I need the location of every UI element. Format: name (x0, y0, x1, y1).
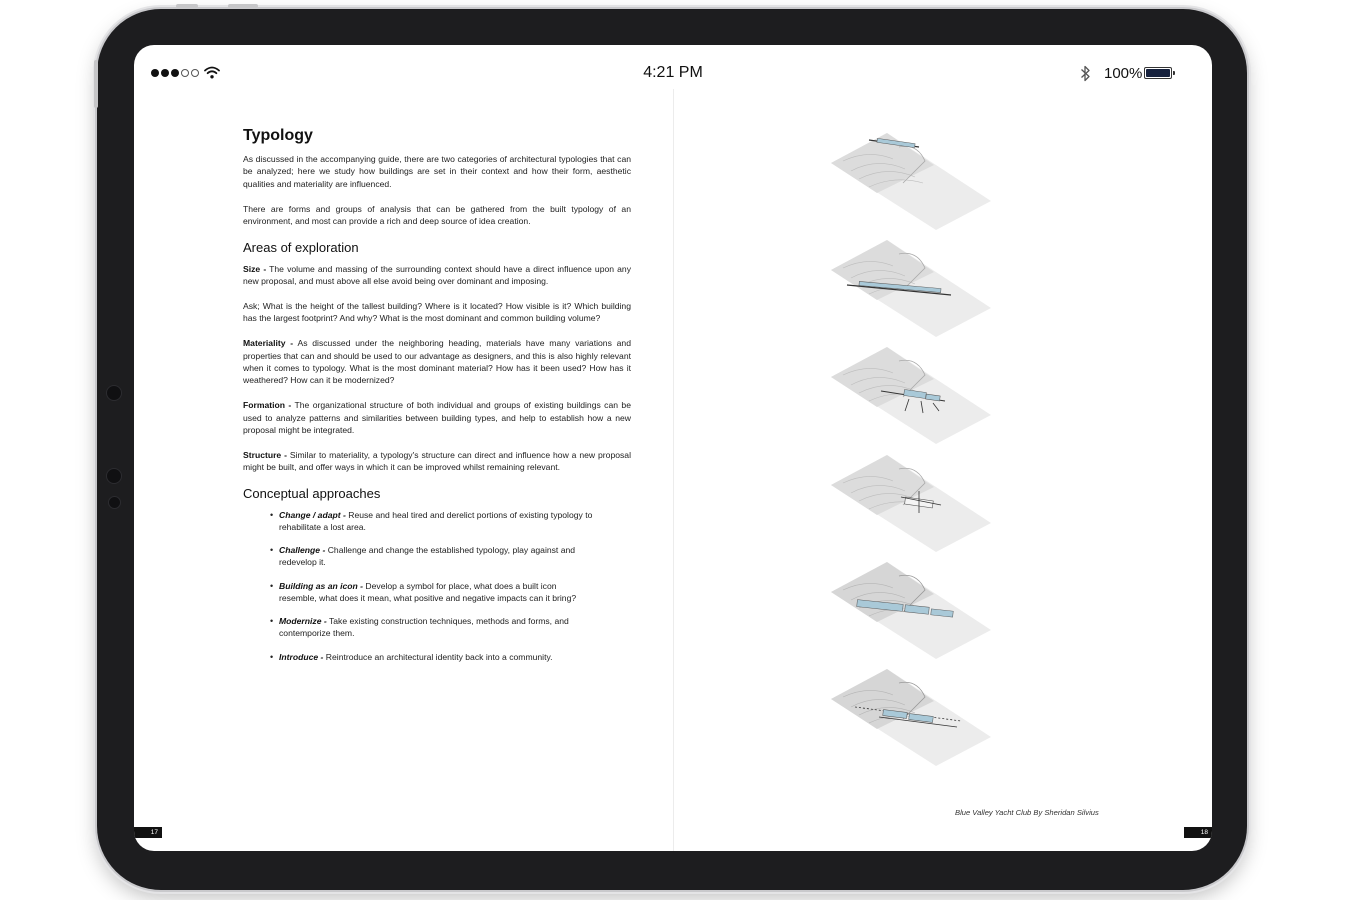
left-page (243, 127, 631, 674)
battery-icon (1144, 67, 1172, 79)
camera-lens-3 (108, 496, 121, 509)
size-label: Size - (243, 263, 267, 274)
top-button-2[interactable] (228, 4, 258, 8)
approaches-heading: Conceptual approaches (243, 485, 381, 501)
page-spine (673, 89, 674, 851)
image-caption: Blue Valley Yacht Club By Sheridan Silvius (955, 808, 1099, 817)
intro-paragraph-2: There are forms and groups of analysis that can be gathered from the built typology of an environment, and most can provide a rich and deep source of idea creation. (243, 203, 631, 227)
list-item (270, 544, 595, 568)
terrain-diagram-4 (829, 455, 992, 553)
bluetooth-icon (1080, 65, 1091, 82)
page-title: Typology (243, 127, 313, 144)
materiality-text: As discussed under the neighboring heading, materials have many variations and properties that can and should be used to our advantage as designers, and this is also highly relevant when it comes to typology. What is the most dominant material? How has it been used? How has it weathered? How can it be modernized? (243, 338, 631, 386)
approach-label: Introduce - (279, 651, 324, 662)
approach-label: Challenge - (279, 545, 326, 556)
approach-label: Modernize - (279, 616, 327, 627)
status-time: 4:21 PM (643, 64, 703, 81)
formation-paragraph (243, 399, 631, 436)
size-text: The volume and massing of the surrounding context should have a direct influence upon any new proposal, and must above all else avoid being over dominant and imposing. (243, 263, 632, 287)
materiality-paragraph (243, 337, 631, 387)
camera-lens-2 (106, 468, 122, 484)
ask-paragraph: Ask; What is the height of the tallest building? Where is it located? How visible is it? Which building has the largest footprint? And why? What is the most dominant and common building volume? (243, 301, 631, 324)
terrain-diagram-1 (829, 133, 992, 231)
formation-text: The organizational structure of both individual and groups of existing buildings can be used to analyze patterns and similarities between building types, and help to establish how a new proposal might be integrated. (243, 400, 631, 436)
structure-paragraph (243, 449, 631, 474)
areas-heading: Areas of exploration (243, 239, 359, 255)
page-number-right: 18 (1184, 827, 1212, 838)
approach-text: Reuse and heal tired and derelict portions of existing typology to rehabilitate a lost area. (279, 509, 593, 532)
structure-label: Structure - (243, 449, 287, 460)
side-button[interactable] (94, 60, 98, 108)
structure-text: Similar to materiality, a typology's structure can direct and influence how a new proposal might be built, and offer ways in which it can be improved whilst remaining relevant. (243, 449, 631, 473)
screen (134, 45, 1212, 851)
terrain-diagram-2 (829, 240, 992, 338)
battery-tip (1173, 71, 1175, 75)
approach-text: Take existing construction techniques, methods and forms, and contemporize them. (279, 616, 569, 639)
list-item (270, 509, 595, 533)
size-paragraph (243, 263, 631, 288)
battery-percent: 100% (1104, 65, 1143, 82)
materiality-label: Materiality - (243, 338, 294, 349)
approaches-list (243, 509, 595, 663)
list-item (270, 580, 595, 604)
page-number-left: 17 (134, 827, 162, 838)
approach-label: Change / adapt - (279, 509, 346, 520)
approach-text: Develop a symbol for place, what does a built icon resemble, what does it mean, what positive and negative impacts can it bring? (279, 580, 577, 603)
list-item (270, 615, 595, 639)
terrain-diagram-5 (829, 562, 992, 660)
formation-label: Formation - (243, 400, 292, 411)
list-item (270, 651, 595, 663)
terrain-diagram-6 (829, 669, 992, 767)
approach-label: Building as an icon - (279, 580, 364, 591)
top-button-1[interactable] (176, 4, 198, 8)
terrain-diagram-3 (829, 347, 992, 445)
intro-paragraph-1: As discussed in the accompanying guide, there are two categories of architectural typologies that can be analyzed; here we study how buildings are set in their context and how their form, aesthetic qualities and materiality are influenced. (243, 154, 631, 189)
approach-text: Challenge and change the established typology, play against and redevelop it. (279, 545, 576, 568)
camera-lens-1 (106, 385, 122, 401)
battery-fill (1146, 69, 1170, 77)
approach-text: Reintroduce an architectural identity back into a community. (323, 651, 553, 662)
